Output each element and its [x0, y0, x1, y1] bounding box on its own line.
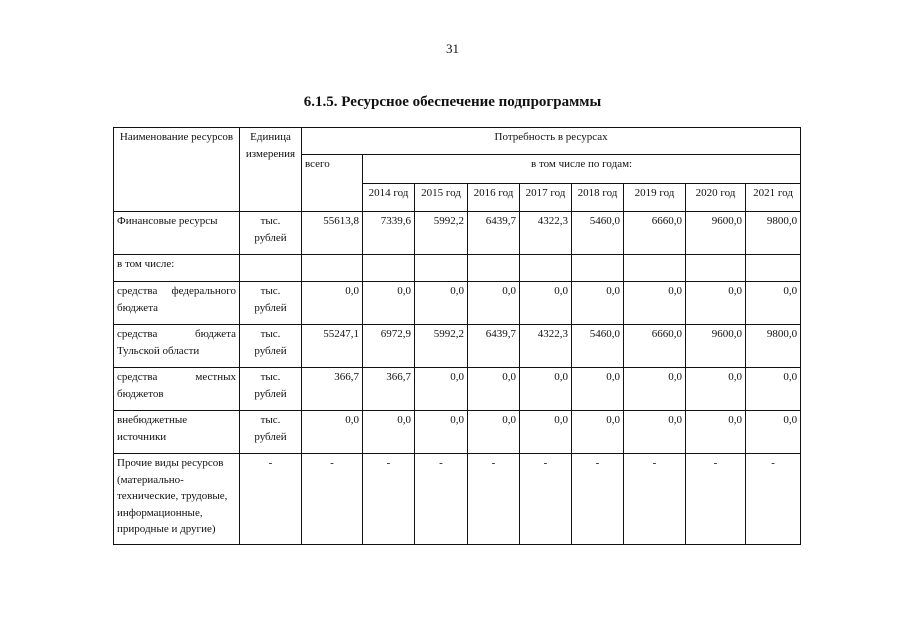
- value-year-cell: 5992,2: [415, 212, 468, 255]
- value-year-cell: 0,0: [746, 411, 801, 454]
- value-year-cell: 6439,7: [468, 212, 520, 255]
- table-row: [114, 255, 801, 282]
- page-number: 31: [446, 41, 459, 56]
- value-year-cell: 6660,0: [624, 212, 686, 255]
- value-year-cell: [520, 255, 572, 282]
- value-year-cell: -: [686, 454, 746, 545]
- unit-line: тыс.: [260, 371, 281, 383]
- value-year-cell: -: [363, 454, 415, 545]
- resource-name-cell: [114, 368, 240, 411]
- header-year-6: 2019 год: [624, 184, 686, 212]
- unit-line: рублей: [254, 344, 287, 357]
- table-row: [114, 212, 801, 255]
- unit-line: тыс.: [260, 328, 281, 340]
- value-year-cell: -: [572, 454, 624, 545]
- resource-name-line: бюджетов: [117, 387, 164, 400]
- value-year-cell: 0,0: [468, 411, 520, 454]
- value-year-cell: 0,0: [520, 411, 572, 454]
- unit-cell: [240, 282, 302, 325]
- resource-name-cell: [114, 454, 240, 545]
- value-total-cell: 0,0: [302, 282, 363, 325]
- header-year-2: 2015 год: [415, 184, 468, 212]
- value-year-cell: 0,0: [520, 368, 572, 411]
- value-year-cell: 0,0: [624, 411, 686, 454]
- header-year-5: 2018 год: [572, 184, 624, 212]
- value-year-cell: 0,0: [468, 282, 520, 325]
- value-year-cell: 0,0: [572, 282, 624, 325]
- value-year-cell: 0,0: [746, 282, 801, 325]
- resource-name-line: источники: [117, 430, 167, 443]
- value-year-cell: 0,0: [415, 411, 468, 454]
- value-total-cell: 366,7: [302, 368, 363, 411]
- header-year-7: 2020 год: [686, 184, 746, 212]
- value-year-cell: [363, 255, 415, 282]
- value-year-cell: 0,0: [415, 282, 468, 325]
- unit-line: рублей: [254, 387, 287, 400]
- header-by-years: в том числе по годам:: [363, 155, 801, 184]
- value-year-cell: 5460,0: [572, 212, 624, 255]
- value-total-cell: [302, 255, 363, 282]
- value-year-cell: [415, 255, 468, 282]
- resource-name-line: (материально-: [117, 473, 184, 486]
- unit-cell: [240, 368, 302, 411]
- value-year-cell: 0,0: [624, 282, 686, 325]
- resource-name-line: информационные,: [117, 506, 203, 519]
- value-year-cell: [572, 255, 624, 282]
- table-row: [114, 411, 801, 454]
- unit-line: рублей: [254, 231, 287, 244]
- value-total-cell: 55247,1: [302, 325, 363, 368]
- header-total: всего: [302, 155, 363, 212]
- value-year-cell: 7339,6: [363, 212, 415, 255]
- value-year-cell: 9800,0: [746, 212, 801, 255]
- resource-name-line: внебюджетные: [117, 414, 188, 426]
- value-year-cell: [686, 255, 746, 282]
- header-unit: Единица измерения: [240, 128, 302, 212]
- unit-line: рублей: [254, 301, 287, 314]
- header-name: Наименование ресурсов: [114, 128, 240, 212]
- resource-name-cell: [114, 255, 240, 282]
- unit-cell: [240, 411, 302, 454]
- resource-name-line: Финансовые ресурсы: [117, 215, 218, 227]
- value-year-cell: 0,0: [624, 368, 686, 411]
- value-total-cell: 0,0: [302, 411, 363, 454]
- unit-line: тыс.: [260, 215, 281, 227]
- value-year-cell: 366,7: [363, 368, 415, 411]
- value-year-cell: 0,0: [363, 411, 415, 454]
- resource-name-line: в том числе:: [117, 258, 175, 270]
- unit-cell: [240, 212, 302, 255]
- resource-name-line: Тульской области: [117, 344, 200, 357]
- header-year-8: 2021 год: [746, 184, 801, 212]
- resource-name-line: природные и другие): [117, 523, 216, 535]
- unit-cell: [240, 325, 302, 368]
- value-year-cell: [624, 255, 686, 282]
- resource-name-line: средства бюджета: [117, 328, 236, 340]
- header-year-3: 2016 год: [468, 184, 520, 212]
- table-row: [114, 282, 801, 325]
- value-year-cell: 5460,0: [572, 325, 624, 368]
- header-need: Потребность в ресурсах: [302, 128, 801, 155]
- value-year-cell: -: [746, 454, 801, 545]
- value-year-cell: 6972,9: [363, 325, 415, 368]
- value-year-cell: -: [415, 454, 468, 545]
- value-year-cell: 9600,0: [686, 325, 746, 368]
- resource-name-cell: [114, 325, 240, 368]
- value-year-cell: 9800,0: [746, 325, 801, 368]
- value-year-cell: [468, 255, 520, 282]
- unit-line: тыс.: [260, 414, 281, 426]
- value-year-cell: 0,0: [415, 368, 468, 411]
- value-year-cell: -: [520, 454, 572, 545]
- unit-cell: [240, 255, 302, 282]
- value-year-cell: 0,0: [363, 282, 415, 325]
- resource-name-line: бюджета: [117, 301, 159, 314]
- resource-table: [113, 127, 801, 545]
- table-row: [114, 325, 801, 368]
- resource-name-line: технические, трудовые,: [117, 490, 228, 502]
- value-year-cell: 0,0: [686, 282, 746, 325]
- value-year-cell: 6660,0: [624, 325, 686, 368]
- value-year-cell: 0,0: [746, 368, 801, 411]
- table-row: [114, 368, 801, 411]
- header-year-4: 2017 год: [520, 184, 572, 212]
- resource-name-cell: [114, 212, 240, 255]
- value-year-cell: 4322,3: [520, 325, 572, 368]
- value-year-cell: 0,0: [572, 368, 624, 411]
- table-row: [114, 454, 801, 545]
- value-year-cell: 0,0: [572, 411, 624, 454]
- unit-line: тыс.: [260, 285, 281, 297]
- value-total-cell: 55613,8: [302, 212, 363, 255]
- value-year-cell: -: [468, 454, 520, 545]
- value-year-cell: 5992,2: [415, 325, 468, 368]
- resource-name-cell: [114, 411, 240, 454]
- value-year-cell: 6439,7: [468, 325, 520, 368]
- value-year-cell: 9600,0: [686, 212, 746, 255]
- header-row-1: [114, 128, 801, 155]
- unit-line: рублей: [254, 430, 287, 443]
- value-year-cell: 0,0: [686, 368, 746, 411]
- value-year-cell: 0,0: [686, 411, 746, 454]
- resource-name-line: Прочие виды ресурсов: [117, 457, 224, 469]
- section-title: 6.1.5. Ресурсное обеспечение подпрограммы: [303, 94, 602, 110]
- value-year-cell: 0,0: [520, 282, 572, 325]
- unit-cell: [240, 454, 302, 545]
- resource-name-line: средства федерального: [117, 285, 236, 297]
- value-total-cell: -: [302, 454, 363, 545]
- header-year-1: 2014 год: [363, 184, 415, 212]
- resource-name-cell: [114, 282, 240, 325]
- value-year-cell: [746, 255, 801, 282]
- resource-name-line: средства местных: [117, 371, 236, 383]
- unit-line: -: [268, 457, 273, 469]
- value-year-cell: 0,0: [468, 368, 520, 411]
- value-year-cell: -: [624, 454, 686, 545]
- value-year-cell: 4322,3: [520, 212, 572, 255]
